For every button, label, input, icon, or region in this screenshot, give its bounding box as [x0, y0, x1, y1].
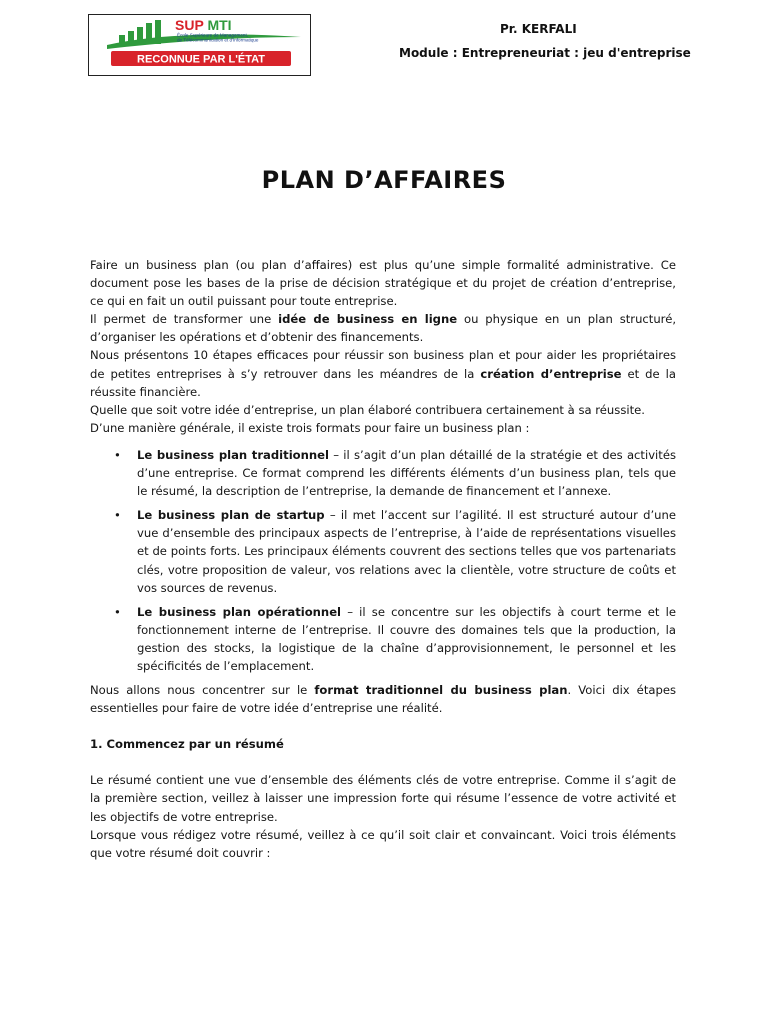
intro-paragraph-3 — [90, 346, 676, 400]
bullet-icon: • — [114, 508, 121, 523]
format-name: Le business plan opérationnel — [137, 604, 342, 619]
section-1-paragraph-1: Le résumé contient une vue d’ensemble des éléments clés de votre entreprise. Comme il s’agit de la première section, veillez à laisser une impression forte qui résume l’essence de votre activité et les objectifs de votre entreprise. — [90, 773, 676, 824]
text-run: ou physique en un plan structuré, d’organiser les opérations et d’obtenir des financements. — [90, 312, 677, 345]
bold-term: idée de business en ligne — [278, 312, 458, 327]
focus-paragraph — [90, 681, 676, 717]
bullet-icon: • — [114, 604, 121, 619]
logo-tagline-2: de Télécommunication et d'Informatique — [177, 37, 259, 43]
intro-paragraph-2 — [90, 310, 676, 346]
logo-brand-sup: SUP — [175, 17, 204, 33]
intro-paragraph-4: Quelle que soit votre idée d’entreprise, un plan élaboré contribuera certainement à sa réussite. — [90, 402, 645, 417]
business-plan-formats-list — [90, 446, 676, 675]
text-run: Nous présentons 10 étapes efficaces pour réussir son business plan et pour aider les propriétaires de petites entreprises à s’y retrouver dans les méandres de la — [90, 348, 676, 381]
format-description: – il se concentre sur les objectifs à court terme et le fonctionnement interne de l’entreprise. Il couvre des domaines tels que la production, la gestion des stocks, la logistique de la chaîne d’approvisionnement, le personnel et les spécificités de l’emplacement. — [137, 604, 676, 673]
logo-graphic — [89, 15, 309, 74]
logo-tagline-1: École Supérieure de Management, — [177, 32, 248, 38]
format-description: – il s’agit d’un plan détaillé de la stratégie et des activités d’une entreprise. Ce format comprend les différents éléments d’un business plan, tels que le résumé, la description de l’entreprise, la demande de financement et l’annexe. — [137, 447, 676, 499]
school-logo — [88, 14, 311, 76]
list-item — [90, 506, 676, 596]
format-description: – il met l’accent sur l’agilité. Il est structuré autour d’une vue d’ensemble des principaux aspects de l’entreprise, à l’aide de représentations visuelles et de points forts. Les principaux éléments couvrent des sections telles que vos partenariats clés, votre proposition de valeur, vos relations avec la clientèle, votre structure de coûts et vos sources de revenus. — [137, 508, 676, 595]
text-run: . Voici dix étapes essentielles pour faire de votre idée d’entreprise une réalité. — [90, 683, 677, 716]
svg-text:SUP MTI — [175, 17, 232, 33]
author-name: Pr. KERFALI — [500, 22, 577, 36]
logo-banner-text: RECONNUE PAR L'ÉTAT — [137, 53, 265, 66]
intro-paragraph-5: D’une manière générale, il existe trois formats pour faire un business plan : — [90, 420, 530, 435]
page-title: PLAN D’AFFAIRES — [261, 166, 507, 194]
bullet-icon: • — [114, 447, 121, 462]
list-item — [90, 446, 676, 500]
section-1-paragraph-2: Lorsque vous rédigez votre résumé, veillez à ce qu’il soit clair et convaincant. Voici trois éléments que votre résumé doit couvrir : — [90, 827, 676, 860]
bold-term: format traditionnel du business plan — [314, 683, 568, 698]
format-name: Le business plan traditionnel — [137, 447, 329, 462]
document-body — [90, 256, 676, 862]
module-name: Module : Entrepreneuriat : jeu d'entreprise — [399, 46, 691, 60]
text-run: Il permet de transformer une — [90, 312, 279, 327]
text-run: et de la réussite financière. — [90, 366, 676, 399]
intro-paragraph-1: Faire un business plan (ou plan d’affaires) est plus qu’une simple formalité administrative. Ce document pose les bases de la prise de décision stratégique et du projet de création d’entreprise, ce qui en fait un outil puissant pour toute entreprise. — [90, 258, 676, 309]
list-item — [90, 603, 676, 675]
section-1-heading: 1. Commencez par un résumé — [90, 737, 284, 752]
text-run: Nous allons nous concentrer sur le — [90, 683, 315, 698]
logo-brand-mti: MTI — [207, 17, 232, 33]
bold-term: création d’entreprise — [480, 366, 622, 381]
format-name: Le business plan de startup — [137, 508, 325, 523]
